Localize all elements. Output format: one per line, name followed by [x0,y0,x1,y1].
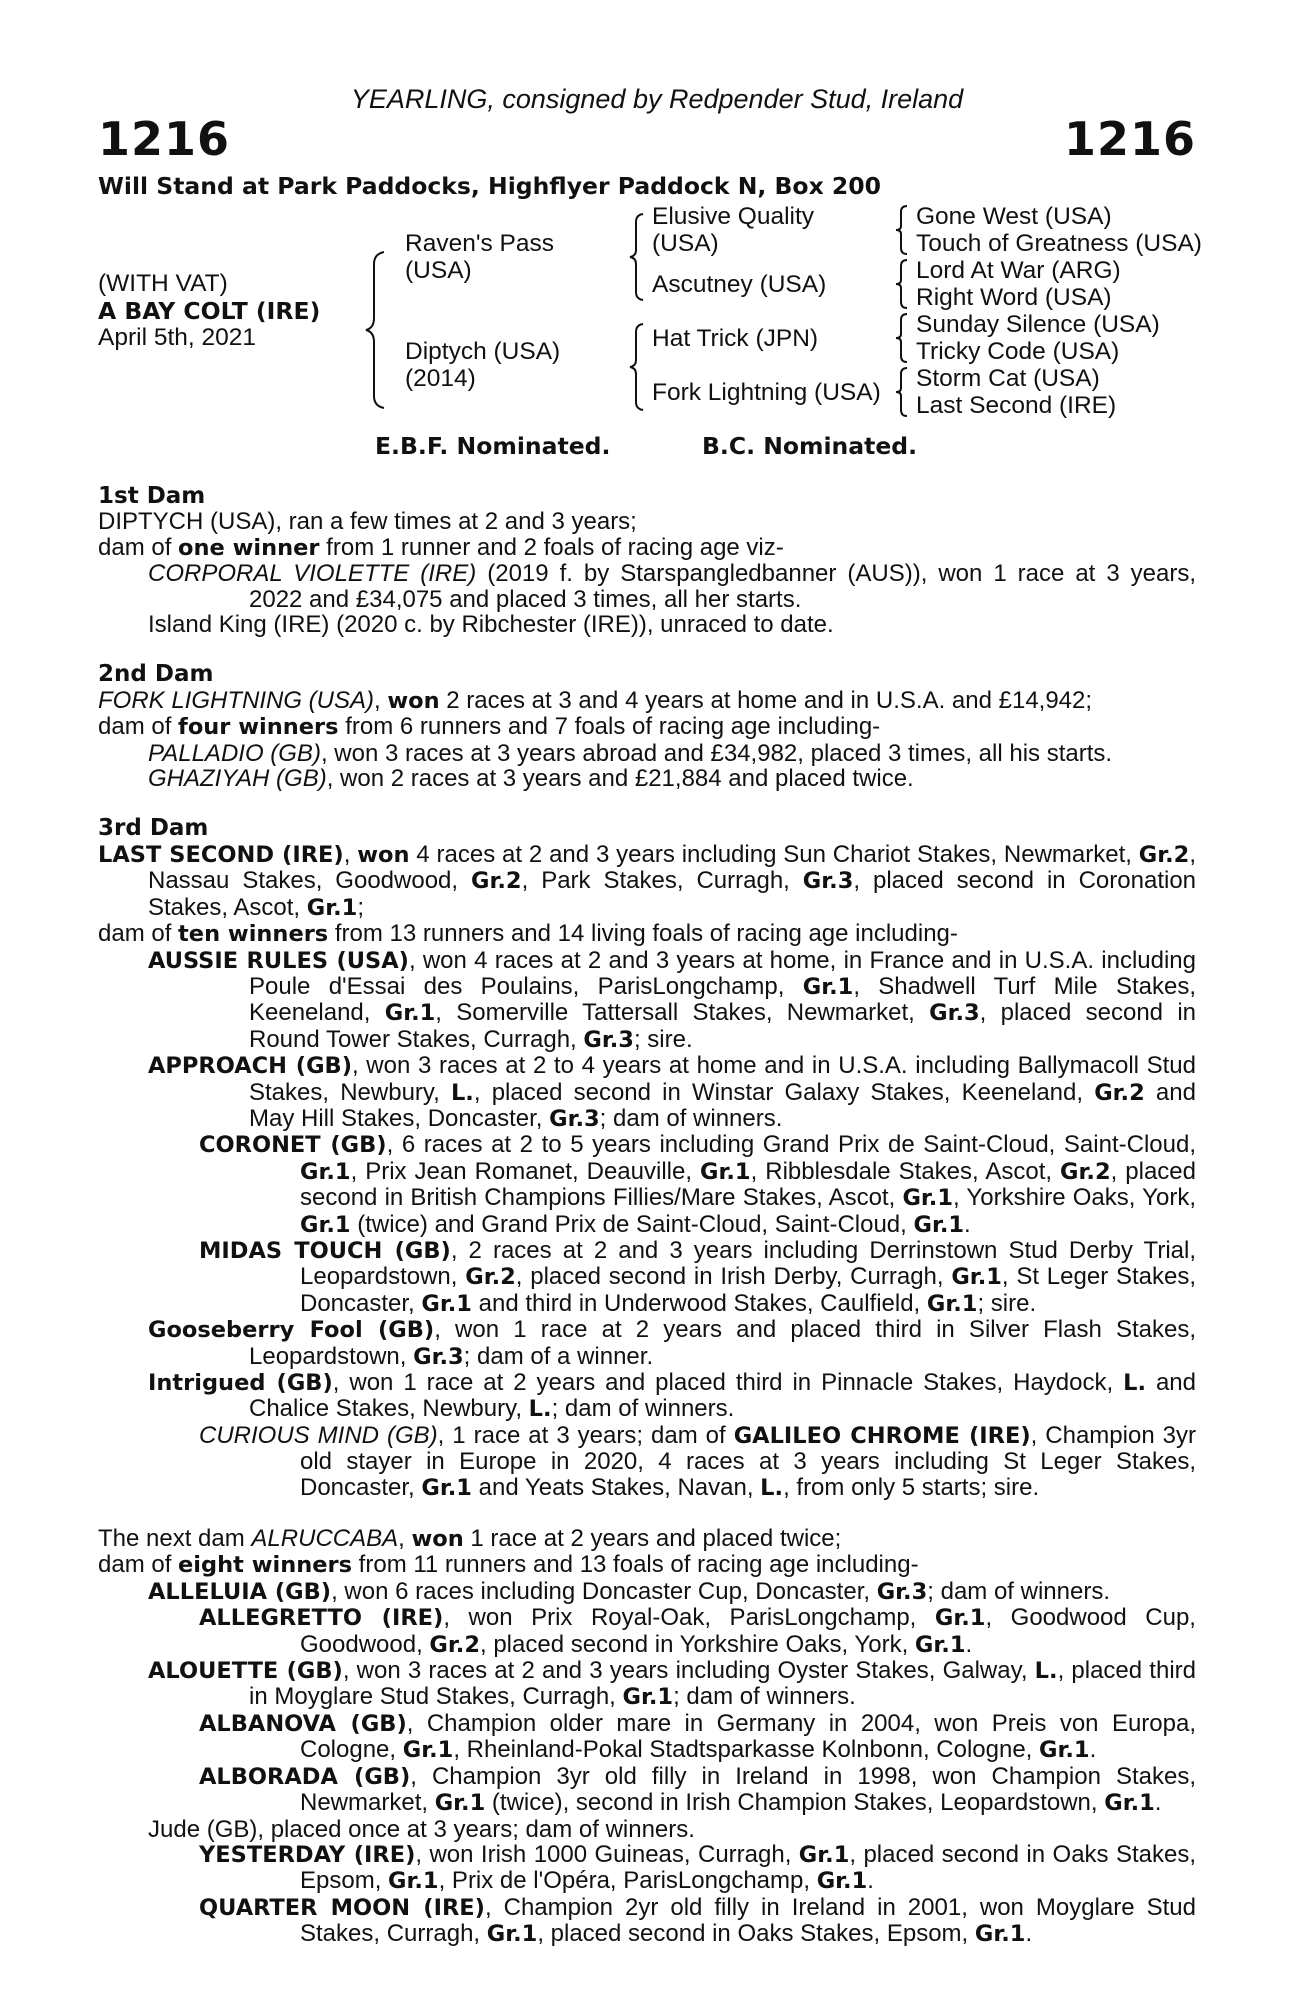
brace-ggp-3 [894,312,910,364]
produce-gooseberry-fool: Gooseberry Fool (GB), won 1 race at 2 years and placed third in Silver Flash Stakes, Leopardstown, Gr.3; dam of a winner. [148,1316,1196,1370]
produce-alouette: ALOUETTE (GB), won 3 races at 2 and 3 years including Oyster Stakes, Galway, L., placed third in Moyglare Stud Stakes, Curragh, Gr.1; dam of winners. [148,1657,1196,1711]
horse-name: A BAY COLT (IRE) [98,297,321,325]
consignment-line: YEARLING, consigned by Redpender Stud, Ireland [350,84,964,114]
produce-approach: APPROACH (GB), won 3 races at 2 to 4 years at home and in U.S.A. including Ballymacoll Stud Stakes, Newbury, L., placed second in Winstar Galaxy Stakes, Keeneland, Gr.2 and May Hill Stakes, Doncaster, Gr.3; dam of winners. [148,1052,1196,1132]
produce-coronet: CORONET (GB), 6 races at 2 to 5 years including Grand Prix de Saint-Cloud, Saint-Cloud, Gr.1, Prix Jean Romanet, Deauville, Gr.1, Ribblesdale Stakes, Ascot, Gr.2, placed second in British Champions Fillies/Mare Stakes, Ascot, Gr.1, Yorkshire Oaks, York, Gr.1 (twice) and Grand Prix de Saint-Cloud, Saint-Cloud, Gr.1. [199,1131,1196,1238]
produce-jude: Jude (GB), placed once at 3 years; dam of winners. [148,1815,695,1843]
produce-ghaziyah: GHAZIYAH (GB), won 2 races at 3 years and £21,884 and placed twice. [148,765,914,793]
foaling-date: April 5th, 2021 [98,324,256,351]
second-dam-heading: 2nd Dam [98,661,214,688]
produce-albanova: ALBANOVA (GB), Champion older mare in Germany in 2004, won Preis von Europa, Cologne, Gr.1, Rheinland-Pokal Stadtsparkasse Kolnbonn, Cologne, Gr.1. [199,1709,1197,1764]
produce-intrigued: Intrigued (GB), won 1 race at 2 years and placed third in Pinnacle Stakes, Haydock, L. and Chalice Stakes, Newbury, L.; dam of winners. [148,1369,1196,1423]
third-dam-last-second: LAST SECOND (IRE), won 4 races at 2 and 3 years including Sun Chariot Stakes, Newmarket, Gr.2, Nassau Stakes, Goodwood, Gr.2, Park Stakes, Curragh, Gr.3, placed second in Coronation Stakes, Ascot, Gr.1; [98,840,1197,921]
first-dam-line: DIPTYCH (USA), ran a few times at 2 and 3 years; [98,508,637,536]
sire-dam: Ascutney (USA) [652,271,827,298]
first-dam-produce: dam of one winner from 1 runner and 2 foals of racing age viz- [98,533,784,561]
ggp-4: Right Word (USA) [916,284,1112,311]
produce-midas-touch: MIDAS TOUCH (GB), 2 races at 2 and 3 years including Derrinstown Stud Derby Trial, Leopardstown, Gr.2, placed second in Irish Derby, Curragh, Gr.1, St Leger Stakes, Doncaster, Gr.1 and third in Underwood Stakes, Caulfield, Gr.1; sire. [199,1236,1197,1317]
ggp-5: Sunday Silence (USA) [916,311,1160,338]
lot-number-right: 1216 [1063,112,1196,166]
sire-line2: (USA) [405,257,472,284]
third-dam-heading: 3rd Dam [98,815,209,842]
lot-number-left: 1216 [98,112,231,166]
next-dam-produce: dam of eight winners from 11 runners and 13 foals of racing age including- [98,1551,919,1579]
brace-ggp-1 [894,204,910,256]
produce-alleluia: ALLELUIA (GB), won 6 races including Doncaster Cup, Doncaster, Gr.3; dam of winners. [148,1577,1111,1605]
stand-location: Will Stand at Park Paddocks, Highflyer Paddock N, Box 200 [98,172,881,200]
brace-sire-parents [628,212,646,302]
produce-quarter-moon: QUARTER MOON (IRE), Champion 2yr old filly in Ireland in 2001, won Moyglare Stud Stakes, Curragh, Gr.1, placed second in Oaks Stakes, Epsom, Gr.1. [199,1893,1196,1948]
dam-line1: Diptych (USA) [405,338,561,365]
produce-palladio: PALLADIO (GB), won 3 races at 3 years abroad and £34,982, placed 3 times, all his starts. [148,739,1113,767]
sire-line1: Raven's Pass [405,230,555,257]
produce-island-king: Island King (IRE) (2020 c. by Ribchester (IRE)), unraced to date. [148,611,834,639]
sire-sire-line1: Elusive Quality [652,203,815,230]
third-dam-produce: dam of ten winners from 13 runners and 14 living foals of racing age including- [98,920,958,948]
produce-corporal-violette: CORPORAL VIOLETTE (IRE) (2019 f. by Starspangledbanner (AUS)), won 1 race at 3 years, 2022 and £34,075 and placed 3 times, all her starts. [148,560,1196,613]
second-dam-line: FORK LIGHTNING (USA), won 2 races at 3 and 4 years at home and in U.S.A. and £14,942; [98,686,1093,714]
ggp-6: Tricky Code (USA) [916,338,1120,365]
second-dam-produce: dam of four winners from 6 runners and 7 foals of racing age including- [98,713,881,741]
vat-note: (WITH VAT) [98,270,228,297]
ggp-3: Lord At War (ARG) [916,257,1121,284]
bc-nominated: B.C. Nominated. [702,432,918,460]
ggp-7: Storm Cat (USA) [916,365,1100,392]
brace-sire-dam [364,250,388,410]
next-dam-alruccaba: The next dam ALRUCCABA, won 1 race at 2 years and placed twice; [98,1525,842,1553]
brace-ggp-2 [894,258,910,310]
produce-curious-mind: CURIOUS MIND (GB), 1 race at 3 years; dam of GALILEO CHROME (IRE), Champion 3yr old stayer in Europe in 2020, 4 races at 3 years including St Leger Stakes, Doncaster, Gr.1 and Yeats Stakes, Navan, L., from only 5 starts; sire. [199,1421,1197,1501]
sire-sire-line2: (USA) [652,230,719,257]
produce-allegretto: ALLEGRETTO (IRE), won Prix Royal-Oak, ParisLongchamp, Gr.1, Goodwood Cup, Goodwood, Gr.2, placed second in Yorkshire Oaks, York, Gr.1. [199,1604,1196,1658]
dam-line2: (2014) [405,365,476,392]
dam-dam: Fork Lightning (USA) [652,379,881,406]
pedigree-notes [98,484,1196,1948]
brace-ggp-4 [894,366,910,418]
ggp-8: Last Second (IRE) [916,392,1117,419]
ggp-2: Touch of Greatness (USA) [916,230,1202,257]
brace-dam-parents [628,322,646,412]
ebf-nominated: E.B.F. Nominated. [375,432,611,460]
produce-yesterday: YESTERDAY (IRE), won Irish 1000 Guineas, Curragh, Gr.1, placed second in Oaks Stakes, Epsom, Gr.1, Prix de l'Opéra, ParisLongchamp, Gr.1. [199,1840,1197,1895]
produce-aussie-rules: AUSSIE RULES (USA), won 4 races at 2 and 3 years at home, in France and in U.S.A. including Poule d'Essai des Poulains, ParisLongchamp, Gr.1, Shadwell Turf Mile Stakes, Keeneland, Gr.1, Somerville Tattersall Stakes, Newmarket, Gr.3, placed second in Round Tower Stakes, Curragh, Gr.3; sire. [148,946,1197,1053]
first-dam-heading: 1st Dam [98,483,206,509]
produce-alborada: ALBORADA (GB), Champion 3yr old filly in Ireland in 1998, won Champion Stakes, Newmarket, Gr.1 (twice), second in Irish Champion Stakes, Leopardstown, Gr.1. [199,1762,1197,1817]
dam-sire: Hat Trick (JPN) [652,325,819,352]
ggp-1: Gone West (USA) [916,203,1112,230]
